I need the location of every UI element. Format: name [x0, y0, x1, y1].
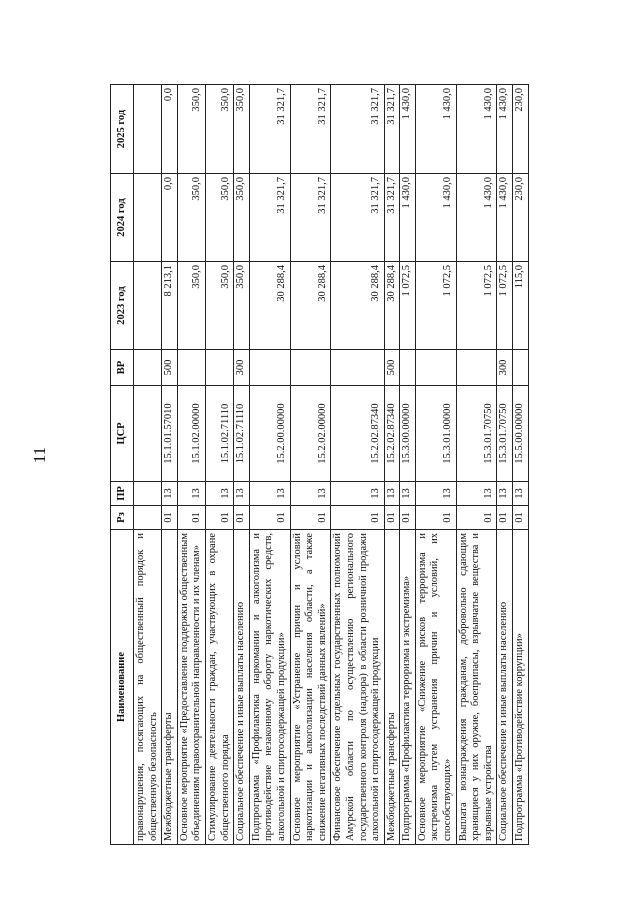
cell-y2023: 30 288,4 — [290, 262, 331, 350]
table-row — [177, 85, 205, 845]
cell-vr — [177, 350, 205, 386]
header-csr: ЦСР — [111, 386, 134, 482]
cell-name: правонарушения, посягающих на общественный порядок и общественную безопасность — [134, 530, 162, 845]
cell-pr: 13 — [456, 482, 497, 506]
cell-y2024: 350,0 — [205, 174, 233, 262]
cell-name: Подпрограмма «Профилактика наркомании и алкоголизма и противодействие незаконному обороту наркотических средств, алкогольной и спиртосодержащей продукции» — [249, 530, 290, 845]
table-row — [205, 85, 233, 845]
cell-pr: 13 — [497, 482, 513, 506]
cell-name: Основное мероприятие «Устранение причин и условий наркотизации и алкоголизации населения области, а также снижение негативных последствий данных явлений» — [290, 530, 331, 845]
table-row — [400, 85, 416, 845]
cell-y2023: 30 288,4 — [249, 262, 290, 350]
cell-y2023: 115,0 — [513, 262, 529, 350]
cell-vr — [290, 350, 331, 386]
cell-pr: 13 — [290, 482, 331, 506]
cell-y2023: 1 072,5 — [497, 262, 513, 350]
table-row — [134, 85, 162, 845]
header-pr: ПР — [111, 482, 134, 506]
cell-y2025: 1 430,0 — [497, 85, 513, 174]
cell-csr: 15.5.00.00000 — [513, 386, 529, 482]
cell-vr — [400, 350, 416, 386]
cell-rz: 01 — [177, 506, 205, 530]
cell-pr: 13 — [162, 482, 178, 506]
table-row — [290, 85, 331, 845]
table-row — [234, 85, 250, 845]
header-vr: ВР — [111, 350, 134, 386]
cell-y2024: 1 430,0 — [456, 174, 497, 262]
cell-pr — [134, 482, 162, 506]
cell-rz: 01 — [331, 506, 384, 530]
cell-name: Социальное обеспечение и иные выплаты населению — [234, 530, 250, 845]
header-2023: 2023 год — [111, 262, 134, 350]
table-row — [456, 85, 497, 845]
cell-csr: 15.2.02.00000 — [290, 386, 331, 482]
cell-y2023: 350,0 — [234, 262, 250, 350]
cell-pr: 13 — [415, 482, 456, 506]
cell-y2024: 1 430,0 — [415, 174, 456, 262]
cell-rz: 01 — [513, 506, 529, 530]
cell-vr — [513, 350, 529, 386]
cell-y2024: 350,0 — [177, 174, 205, 262]
cell-y2025: 1 430,0 — [400, 85, 416, 174]
cell-y2023 — [134, 262, 162, 350]
table-row — [497, 85, 513, 845]
cell-pr: 13 — [331, 482, 384, 506]
header-rz: Рз — [111, 506, 134, 530]
cell-csr: 15.1.02.00000 — [177, 386, 205, 482]
cell-rz: 01 — [415, 506, 456, 530]
cell-pr: 13 — [513, 482, 529, 506]
cell-y2025: 1 430,0 — [456, 85, 497, 174]
budget-table — [110, 84, 529, 845]
cell-y2024: 31 321,7 — [249, 174, 290, 262]
cell-pr: 13 — [205, 482, 233, 506]
cell-y2025: 1 430,0 — [415, 85, 456, 174]
cell-pr: 13 — [400, 482, 416, 506]
table-row — [415, 85, 456, 845]
cell-csr: 15.2.02.87340 — [331, 386, 384, 482]
cell-y2025: 350,0 — [234, 85, 250, 174]
cell-y2025: 0,0 — [162, 85, 178, 174]
cell-y2023: 30 288,4 — [331, 262, 384, 350]
cell-pr: 13 — [384, 482, 400, 506]
cell-csr: 15.2.02.87340 — [384, 386, 400, 482]
cell-name: Социальное обеспечение и иные выплаты населению — [497, 530, 513, 845]
cell-y2025: 230,0 — [513, 85, 529, 174]
cell-csr: 15.3.01.70750 — [497, 386, 513, 482]
cell-vr: 300 — [234, 350, 250, 386]
cell-name: Выплата вознаграждения гражданам, добровольно сдающим хранящиеся у них оружие, боеприпасы, взрывчатые вещества и взрывные устройства — [456, 530, 497, 845]
cell-pr: 13 — [177, 482, 205, 506]
cell-y2023: 1 072,5 — [415, 262, 456, 350]
cell-vr: 500 — [162, 350, 178, 386]
table-row — [249, 85, 290, 845]
cell-y2025: 31 321,7 — [331, 85, 384, 174]
cell-csr: 15.1.01.57010 — [162, 386, 178, 482]
table-body — [134, 85, 529, 845]
cell-vr — [205, 350, 233, 386]
header-2025: 2025 год — [111, 85, 134, 174]
cell-y2024: 31 321,7 — [384, 174, 400, 262]
cell-vr — [415, 350, 456, 386]
cell-rz: 01 — [205, 506, 233, 530]
cell-y2023: 1 072,5 — [456, 262, 497, 350]
cell-y2025: 31 321,7 — [249, 85, 290, 174]
cell-y2025: 350,0 — [205, 85, 233, 174]
cell-y2024: 0,0 — [162, 174, 178, 262]
rotated-table-container — [110, 85, 640, 845]
cell-csr: 15.3.01.00000 — [415, 386, 456, 482]
cell-pr: 13 — [234, 482, 250, 506]
cell-rz — [134, 506, 162, 530]
cell-csr: 15.3.01.70750 — [456, 386, 497, 482]
cell-rz: 01 — [249, 506, 290, 530]
cell-y2023: 350,0 — [177, 262, 205, 350]
cell-y2024: 1 430,0 — [497, 174, 513, 262]
cell-rz: 01 — [234, 506, 250, 530]
cell-y2023: 30 288,4 — [384, 262, 400, 350]
cell-name: Финансовое обеспечение отдельных государственных полномочий Амурской области по осуществлению регионального государственного контроля (надзора) в области розничной продажи алкогольной и спиртосодержащей продукции — [331, 530, 384, 845]
cell-csr — [134, 386, 162, 482]
cell-vr — [249, 350, 290, 386]
cell-y2024: 350,0 — [234, 174, 250, 262]
cell-csr: 15.3.00.00000 — [400, 386, 416, 482]
cell-y2024 — [134, 174, 162, 262]
cell-y2023: 350,0 — [205, 262, 233, 350]
cell-name: Основное мероприятие «Снижение рисков терроризма и экстремизма путем устранения причин и условий, их способствующих» — [415, 530, 456, 845]
header-name: Наименование — [111, 530, 134, 845]
cell-name: Подпрограмма «Противодействие коррупции» — [513, 530, 529, 845]
cell-rz: 01 — [290, 506, 331, 530]
table-row — [513, 85, 529, 845]
cell-vr — [456, 350, 497, 386]
cell-vr — [331, 350, 384, 386]
cell-name: Стимулирование деятельности граждан, участвующих в охране общественного порядка — [205, 530, 233, 845]
cell-y2023: 8 213,1 — [162, 262, 178, 350]
table-row — [331, 85, 384, 845]
page-number: 11 — [30, 446, 49, 464]
cell-y2025: 31 321,7 — [290, 85, 331, 174]
cell-csr: 15.1.02.71110 — [205, 386, 233, 482]
cell-name: Межбюджетные трансферты — [384, 530, 400, 845]
cell-name: Межбюджетные трансферты — [162, 530, 178, 845]
cell-rz: 01 — [384, 506, 400, 530]
header-2024: 2024 год — [111, 174, 134, 262]
table-row — [384, 85, 400, 845]
cell-vr — [134, 350, 162, 386]
cell-rz: 01 — [162, 506, 178, 530]
cell-rz: 01 — [456, 506, 497, 530]
cell-rz: 01 — [497, 506, 513, 530]
cell-vr: 500 — [384, 350, 400, 386]
cell-csr: 15.2.00.00000 — [249, 386, 290, 482]
cell-name: Основное мероприятие «Предоставление поддержки общественным объединениям правоохранительной направленности и их членам» — [177, 530, 205, 845]
cell-y2025: 350,0 — [177, 85, 205, 174]
cell-y2023: 1 072,5 — [400, 262, 416, 350]
cell-y2024: 31 321,7 — [290, 174, 331, 262]
cell-y2025 — [134, 85, 162, 174]
cell-pr: 13 — [249, 482, 290, 506]
cell-name: Подпрограмма «Профилактика терроризма и экстремизма» — [400, 530, 416, 845]
cell-y2024: 230,0 — [513, 174, 529, 262]
cell-csr: 15.1.02.71110 — [234, 386, 250, 482]
cell-y2024: 31 321,7 — [331, 174, 384, 262]
header-row — [111, 85, 134, 845]
cell-y2025: 31 321,7 — [384, 85, 400, 174]
cell-y2024: 1 430,0 — [400, 174, 416, 262]
table-row — [162, 85, 178, 845]
cell-rz: 01 — [400, 506, 416, 530]
cell-vr: 300 — [497, 350, 513, 386]
